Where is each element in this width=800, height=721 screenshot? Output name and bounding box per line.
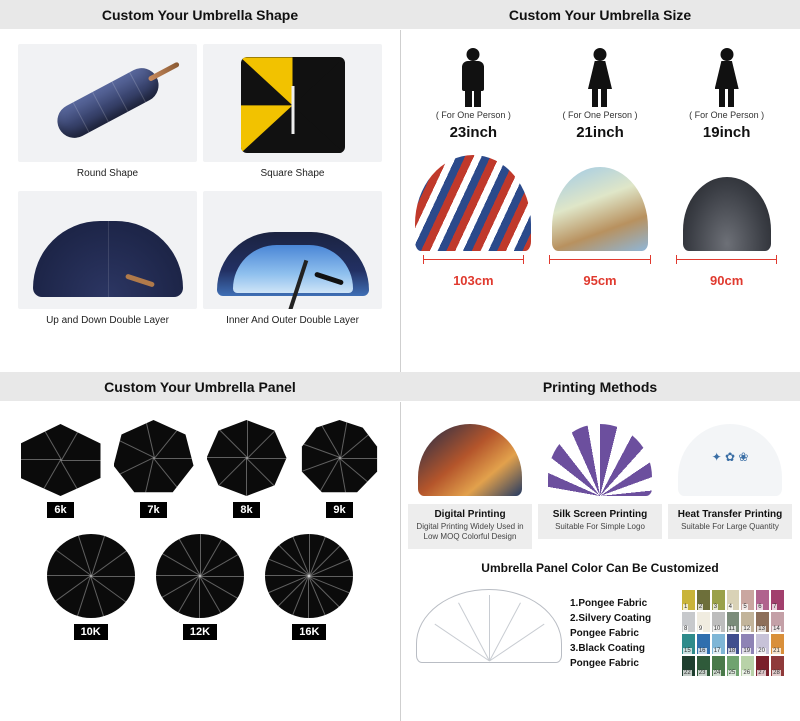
color-swatch-number: 9 [698,626,703,632]
color-swatch-number: 28 [773,670,780,676]
round-canopy-16-icon [265,534,353,618]
panel-grid [0,402,400,640]
span-label: 95cm [583,273,617,288]
method-desc: Digital Printing Widely Used in Low MOQ Colorful Design [416,522,524,541]
male-figure-icon [410,46,537,108]
color-swatch[interactable] [771,634,784,654]
color-swatch-number: 16 [698,648,706,654]
size-option-19[interactable] [663,46,790,141]
color-swatch-number: 7 [773,604,777,610]
method-silk-screen-printing[interactable] [538,412,662,549]
color-swatch-number: 13 [758,626,765,632]
printing-content [400,402,800,685]
fabric-item: 1.Pongee Fabric [570,597,648,609]
usa-flag-umbrella-icon [415,155,531,251]
section-umbrella-shape [0,0,400,372]
color-swatch[interactable] [756,612,769,632]
color-swatch[interactable] [697,634,710,654]
section-printing-methods [400,372,800,721]
panel-option-9k[interactable] [300,420,380,518]
fabric-list [570,596,678,671]
panel-section-title: Custom Your Umbrella Panel [0,372,400,402]
color-swatch-number: 24 [713,670,721,676]
color-swatch-number: 23 [698,670,706,676]
measure-bracket [663,255,790,271]
method-name: Digital Printing [434,509,506,520]
method-caption [408,504,532,549]
color-swatch-number: 10 [713,626,721,632]
color-swatch[interactable] [727,590,740,610]
color-swatch-number: 22 [684,670,691,676]
color-swatch[interactable] [712,612,725,632]
shape-section-title: Custom Your Umbrella Shape [0,0,400,30]
fabric-item: 2.Silvery Coating Pongee Fabric [570,612,652,639]
color-swatch[interactable] [771,656,784,676]
color-swatch[interactable] [741,656,754,676]
color-swatch-number: 5 [743,604,747,610]
panel-label: 8k [233,502,259,518]
heat-transfer-umbrella-icon [668,412,792,504]
panel-option-6k[interactable] [21,424,101,518]
color-swatch-number: 4 [728,604,732,610]
method-name: Silk Screen Printing [552,509,648,520]
digital-print-umbrella-icon [408,412,532,504]
panel-option-16k[interactable] [265,534,353,640]
size-label: 19inch [702,124,751,141]
color-swatch[interactable] [697,590,710,610]
color-swatch[interactable] [741,612,754,632]
heptagon-canopy-icon [114,420,194,496]
shape-caption: Inner And Outer Double Layer [226,315,359,326]
wireframe-umbrella-icon [416,581,562,685]
octagon-canopy-icon [207,420,287,496]
color-swatch-number: 2 [698,604,703,610]
color-swatch[interactable] [712,656,725,676]
color-swatch[interactable] [756,656,769,676]
color-swatch[interactable] [727,612,740,632]
person-row [410,46,790,141]
panel-label: 9k [326,502,352,518]
color-swatch[interactable] [682,656,695,676]
size-umbrella-row [410,155,790,288]
size-option-23[interactable] [410,46,537,141]
panel-label: 7k [140,502,166,518]
span-label: 90cm [710,273,744,288]
panel-color-body [408,581,792,685]
color-swatch[interactable] [682,612,695,632]
double-layer-umbrella-icon [18,191,197,309]
round-canopy-10-icon [47,534,135,618]
color-swatch[interactable] [697,656,710,676]
color-swatch-number: 15 [684,648,691,654]
shape-item-square[interactable] [203,44,382,187]
person-note: ( For One Person ) [435,110,511,120]
color-swatch-number: 14 [773,626,780,632]
square-umbrella-icon [203,44,382,162]
color-swatch[interactable] [771,612,784,632]
folded-umbrella-icon [18,44,197,162]
shape-item-inner-outer[interactable] [203,191,382,334]
shape-item-updown[interactable] [18,191,197,334]
color-swatch-number: 27 [758,670,765,676]
color-swatch-number: 25 [728,670,736,676]
color-swatch-number: 12 [743,626,751,632]
method-caption [538,504,662,539]
shape-grid [0,30,400,334]
color-swatch-number: 18 [728,648,736,654]
umbrella-95[interactable] [537,167,664,288]
color-swatch-number: 26 [743,670,751,676]
silkscreen-umbrella-icon [538,412,662,504]
panel-color-title: Umbrella Panel Color Can Be Customized [481,561,719,575]
color-swatch-number: 21 [773,648,780,654]
sky-print-umbrella-icon [203,191,382,309]
panel-option-10k[interactable] [47,534,135,640]
panel-row-2 [14,534,386,640]
panel-row-1 [14,420,386,518]
hexagon-canopy-icon [21,424,101,496]
panel-option-7k[interactable] [114,420,194,518]
shape-caption: Up and Down Double Layer [46,315,169,326]
landscape-print-umbrella-icon [552,167,648,251]
color-swatch-number: 1 [684,604,688,610]
fabric-item: 3.Black Coating Pongee Fabric [570,642,646,669]
method-heat-transfer-printing[interactable] [668,412,792,549]
method-digital-printing[interactable] [408,412,532,549]
measure-bracket [410,255,537,271]
printing-section-title: Printing Methods [400,372,800,402]
size-label: 21inch [576,124,624,141]
color-swatch[interactable] [712,590,725,610]
person-note: ( For One Person ) [562,110,638,120]
color-swatch[interactable] [756,634,769,654]
round-canopy-12-icon [156,534,244,618]
female-figure-icon [537,46,664,108]
color-swatch[interactable] [682,590,695,610]
size-label: 23inch [449,124,498,141]
span-label: 103cm [453,273,494,288]
color-swatch-number: 20 [758,648,765,654]
method-desc: Suitable For Large Quantity [681,522,779,531]
grey-umbrella-icon [683,177,771,251]
panel-option-12k[interactable] [156,534,244,640]
shape-caption: Square Shape [260,168,325,179]
color-swatch[interactable] [712,634,725,654]
color-swatch[interactable] [727,656,740,676]
umbrella-103[interactable] [410,155,537,288]
method-desc: Suitable For Simple Logo [555,522,645,531]
nonagon-canopy-icon [300,420,380,496]
panel-label: 16K [292,624,326,640]
panel-label: 6k [47,502,73,518]
color-swatch-number: 19 [743,648,751,654]
umbrella-90[interactable] [663,177,790,288]
color-swatch[interactable] [741,590,754,610]
female-figure-icon [663,46,790,108]
method-name: Heat Transfer Printing [677,509,783,520]
panel-option-8k[interactable] [207,420,287,518]
color-swatch-number: 6 [758,604,762,610]
person-note: ( For One Person ) [689,110,765,120]
color-swatch[interactable] [697,612,710,632]
color-swatch[interactable] [741,634,754,654]
panel-label: 12K [183,624,217,640]
panel-label: 10K [74,624,108,640]
shape-caption: Round Shape [76,168,139,179]
color-swatch[interactable] [756,590,769,610]
size-content [400,30,800,288]
color-swatch-number: 17 [713,648,721,654]
printing-method-row [408,412,792,549]
color-swatch-number: 11 [728,626,735,632]
color-swatch-grid[interactable] [682,590,784,676]
color-swatch[interactable] [727,634,740,654]
color-swatch[interactable] [682,634,695,654]
color-swatch-number: 3 [713,604,718,610]
size-option-21[interactable] [537,46,664,141]
shape-item-round[interactable] [18,44,197,187]
size-section-title: Custom Your Umbrella Size [400,0,800,30]
method-caption [668,504,792,539]
section-umbrella-size [400,0,800,372]
color-swatch-number: 8 [684,626,688,632]
color-swatch[interactable] [771,590,784,610]
measure-bracket [537,255,664,271]
section-umbrella-panel [0,372,400,721]
